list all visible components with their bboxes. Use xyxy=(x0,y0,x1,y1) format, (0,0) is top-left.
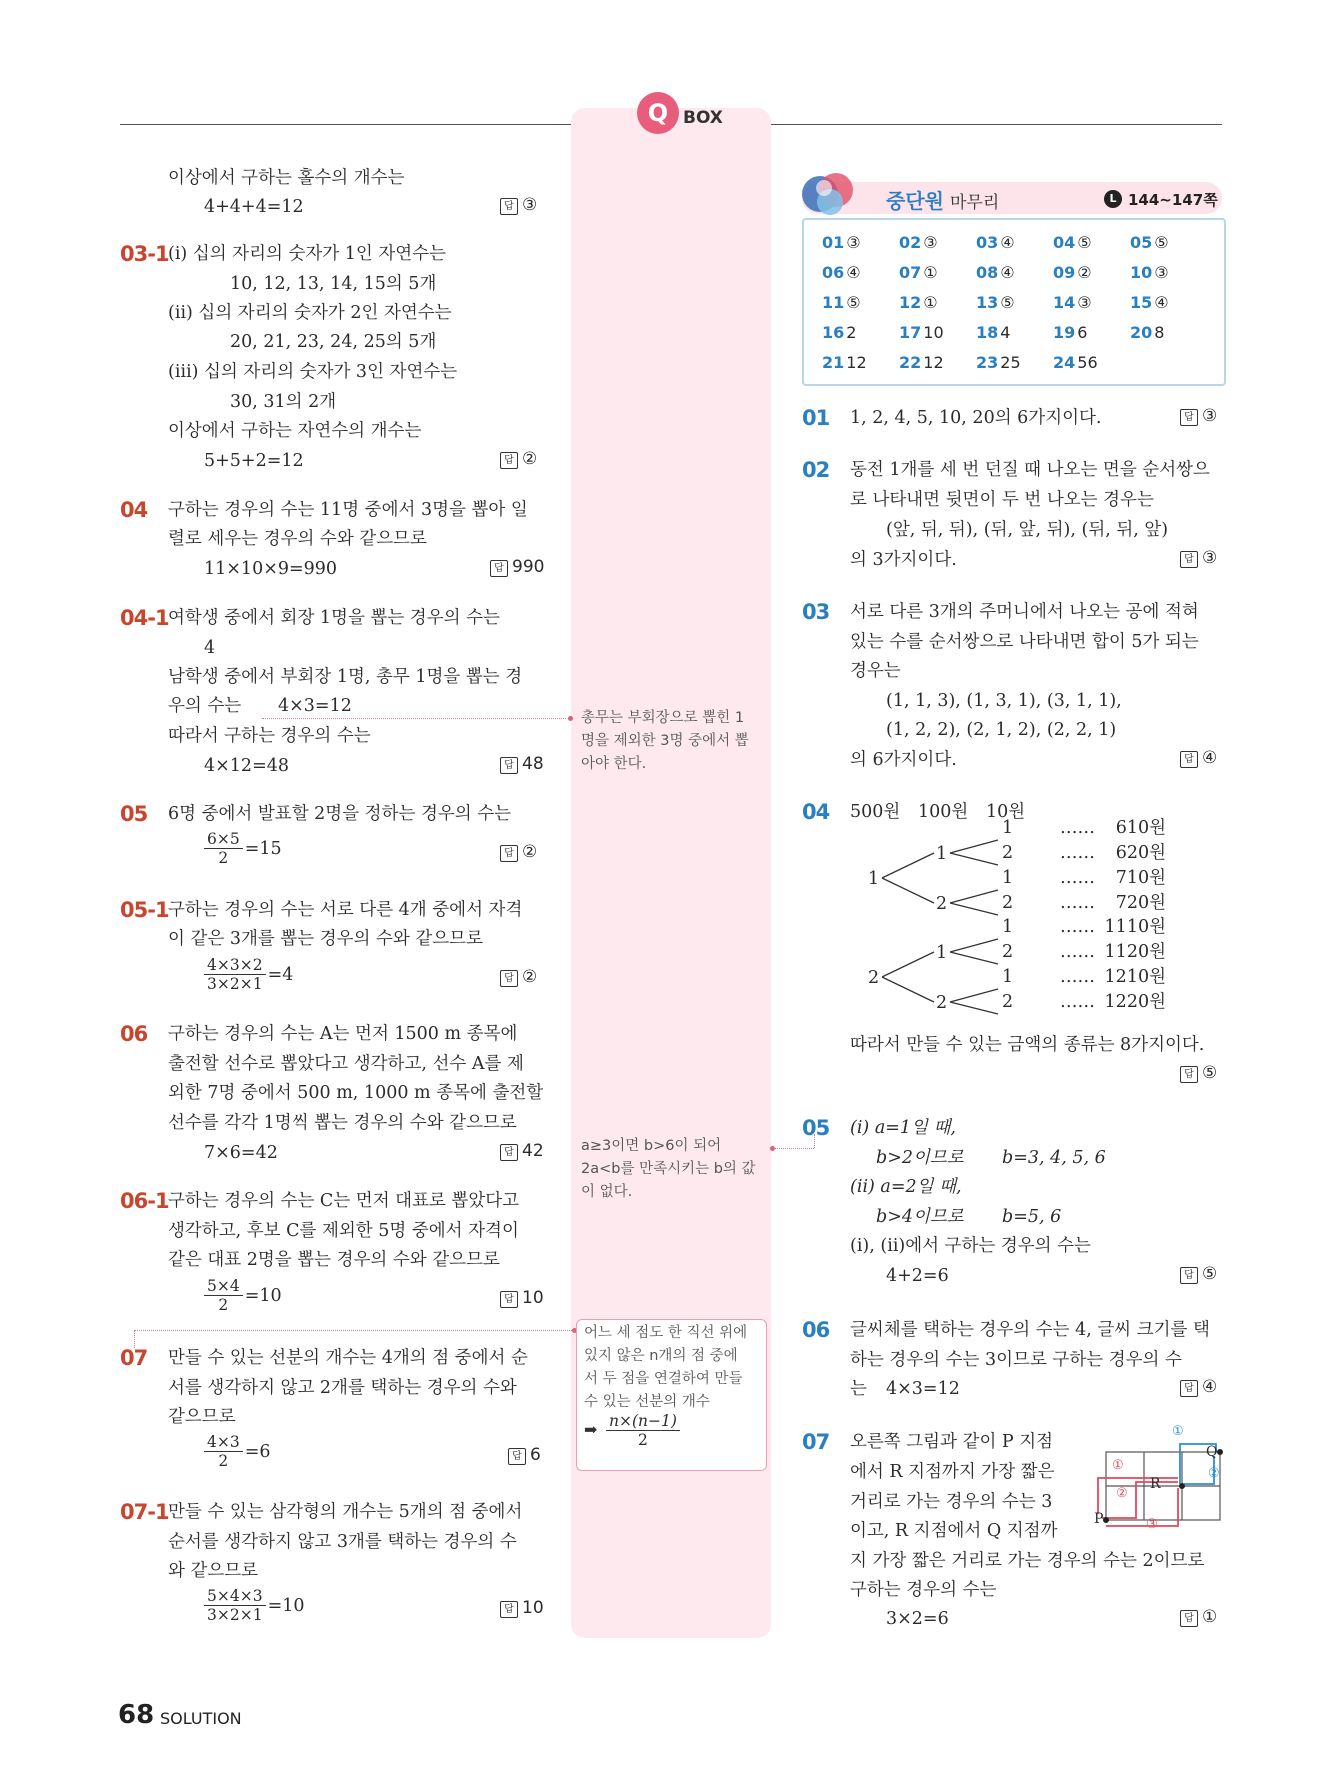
math-line: b=3, 4, 5, 6 xyxy=(1002,1148,1106,1168)
problem-number: 07 xyxy=(802,1430,830,1454)
math-line: 4 xyxy=(204,638,216,658)
answer-grid-item: 23 25 xyxy=(976,353,1021,372)
answer-grid-item: 02 ③ xyxy=(899,233,938,252)
tree-header-100: 100원 xyxy=(918,802,969,822)
text-line: 구하는 경우의 수는 11명 중에서 3명을 뽑아 일 xyxy=(168,500,528,520)
text-line: 10, 12, 13, 14, 15의 5개 xyxy=(230,274,437,294)
fraction: $\frac{5\times 4}{2}$ =10 xyxy=(204,1277,282,1314)
tree-node: 2 xyxy=(936,894,948,914)
top-rule-left xyxy=(120,124,572,125)
tree-value: 710원 xyxy=(1115,868,1166,888)
tree-dots: …… xyxy=(1060,967,1095,987)
text-line: b>4이므로 xyxy=(876,1207,964,1227)
answer-icon: 답 xyxy=(1180,1267,1198,1284)
text-line: 서를 생각하지 않고 2개를 택하는 경우의 수와 xyxy=(168,1378,517,1398)
answer-grid-item: 06 ④ xyxy=(822,263,861,282)
leader-line xyxy=(134,1330,135,1348)
answer-grid-item: 14 ③ xyxy=(1053,293,1092,312)
problem-number: 07-1 xyxy=(120,1500,169,1524)
answer-icon: 답 xyxy=(1180,409,1198,426)
math-line: 4+2=6 xyxy=(886,1266,949,1286)
problem-number: 07 xyxy=(120,1346,148,1370)
text-line: 구하는 경우의 수는 xyxy=(850,1580,997,1600)
header-logo-icon xyxy=(800,168,862,220)
note-3: 어느 세 점도 한 직선 위에 있지 않은 n개의 점 중에 서 두 점을 연결하여 만들 수 있는 선분의 개수 xyxy=(584,1325,748,1410)
text-line: 외한 7명 중에서 500 m, 1000 m 종목에 출전할 xyxy=(168,1083,544,1103)
path-label: ② xyxy=(1116,1486,1128,1501)
answer-grid-item: 07 ① xyxy=(899,263,938,282)
math-line: 5+5+2=12 xyxy=(204,451,304,471)
tree-leaf: 1 xyxy=(1002,967,1014,987)
text-line: 만들 수 있는 선분의 개수는 4개의 점 중에서 순 xyxy=(168,1348,528,1368)
tree-node: 1 xyxy=(868,869,880,889)
tree-leaf: 2 xyxy=(1002,992,1014,1012)
answer-grid-item: 09 ② xyxy=(1053,263,1092,282)
page-number: 68 xyxy=(118,1700,155,1730)
text-line: (ⅱ) 십의 자리의 숫자가 2인 자연수는 xyxy=(168,303,452,323)
text-line: 같으므로 xyxy=(168,1407,236,1427)
text-line: 에서 R 지점까지 가장 짧은 xyxy=(850,1462,1055,1482)
text-line: 하는 경우의 수는 3이므로 구하는 경우의 수 xyxy=(850,1350,1182,1370)
tree-dots: …… xyxy=(1060,893,1095,913)
top-rule-right xyxy=(770,124,1222,125)
answer-grid-item: 08 ④ xyxy=(976,263,1015,282)
tree-dots: …… xyxy=(1060,868,1095,888)
answer-grid-item: 03 ④ xyxy=(976,233,1015,252)
answer-mark: 답 ④ xyxy=(1180,1377,1217,1397)
problem-number: 06-1 xyxy=(120,1189,169,1213)
tree-dots: …… xyxy=(1060,992,1095,1012)
answer-icon: 답 xyxy=(500,757,518,774)
text-line: 만들 수 있는 삼각형의 개수는 5개의 점 중에서 xyxy=(168,1502,523,1522)
answer-icon: 답 xyxy=(500,452,518,469)
tree-dots: …… xyxy=(1060,843,1095,863)
answer-grid-item: 05 ⑤ xyxy=(1130,233,1169,252)
text-line: (ⅰ) a=1일 때, xyxy=(850,1118,956,1138)
problem-number: 06 xyxy=(120,1022,148,1046)
math-line: 7×6=42 xyxy=(204,1143,278,1163)
text-line: 동전 1개를 세 번 던질 때 나오는 면을 순서쌍으 xyxy=(850,460,1210,480)
text-line: 의 3가지이다. xyxy=(850,550,957,570)
answer-icon: 답 xyxy=(500,1144,518,1161)
text-line: 있는 수를 순서쌍으로 나타내면 합이 5가 되는 xyxy=(850,632,1199,652)
math-line: 3×2=6 xyxy=(886,1609,949,1629)
tree-header-500: 500원 xyxy=(850,802,901,822)
answer-grid-item: 13 ⑤ xyxy=(976,293,1015,312)
text-line: 렬로 세우는 경우의 수와 같으므로 xyxy=(168,529,427,549)
text-line: 서로 다른 3개의 주머니에서 나오는 공에 적혀 xyxy=(850,602,1199,622)
tree-value: 1220원 xyxy=(1104,992,1166,1012)
answer-mark: 답 ② xyxy=(500,449,537,469)
answer-mark: 답 ⑤ xyxy=(1180,1063,1217,1083)
fraction: $\frac{6\times 5}{2}$ =15 xyxy=(204,830,282,867)
text-line: 따라서 구하는 경우의 수는 xyxy=(168,726,371,746)
text-line: 구하는 경우의 수는 C는 먼저 대표로 뽑았다고 xyxy=(168,1191,520,1211)
tree-value: 620원 xyxy=(1115,843,1166,863)
tree-header-10: 10원 xyxy=(986,802,1026,822)
answer-icon: 답 xyxy=(490,560,508,577)
answer-mark: 답 ⑤ xyxy=(1180,1264,1217,1284)
arrow-icon: ➡ xyxy=(584,1420,598,1439)
answer-grid-item: 24 56 xyxy=(1053,353,1098,372)
answer-icon: 답 xyxy=(1180,751,1198,768)
tree-value: 1210원 xyxy=(1104,967,1166,987)
problem-number: 06 xyxy=(802,1318,830,1342)
problem-number: 02 xyxy=(802,458,830,482)
text-line: 구하는 경우의 수는 서로 다른 4개 중에서 자격 xyxy=(168,900,523,920)
section-subtitle: 마무리 xyxy=(950,193,1000,213)
problem-number: 05-1 xyxy=(120,898,169,922)
text-line: 로 나타내면 뒷면이 두 번 나오는 경우는 xyxy=(850,490,1154,510)
text-line: 남학생 중에서 부회장 1명, 총무 1명을 뽑는 경 xyxy=(168,667,523,687)
fraction: $\frac{5\times 4\times 3}{3\times 2\times 1}$ =10 xyxy=(204,1587,305,1624)
text-line: 구하는 경우의 수는 A는 먼저 1500 m 종목에 xyxy=(168,1024,518,1044)
problem-number: 01 xyxy=(802,406,830,430)
answer-icon: 답 xyxy=(1180,1610,1198,1627)
path-label: ③ xyxy=(1146,1517,1158,1532)
answer-grid-item: 17 10 xyxy=(899,323,944,342)
tree-value: 720원 xyxy=(1115,893,1166,913)
text-line: 경우는 xyxy=(850,661,901,681)
fraction: $\frac{4\times 3}{2}$ =6 xyxy=(204,1433,271,1470)
answer-icon: 답 xyxy=(500,1601,518,1618)
tree-node: 1 xyxy=(936,844,948,864)
note-1: 총무는 부회장으로 뽑힌 1 명을 제외한 3명 중에서 뽑 아야 한다. xyxy=(581,710,749,772)
answer-grid-item: 15 ④ xyxy=(1130,293,1169,312)
problem-number: 05 xyxy=(802,1116,830,1140)
math-line: 11×10×9=990 xyxy=(204,559,338,579)
note-2: a≥3이면 b>6이 되어 2a<b를 만족시키는 b의 값 이 없다. xyxy=(581,1138,756,1200)
math-line: 4×12=48 xyxy=(204,756,289,776)
tree-leaf: 2 xyxy=(1002,893,1014,913)
answer-grid-item: 01 ③ xyxy=(822,233,861,252)
text-line: 글씨체를 택하는 경우의 수는 4, 글씨 크기를 택 xyxy=(850,1320,1210,1340)
tree-value: 1110원 xyxy=(1104,917,1166,937)
tree-value: 1120원 xyxy=(1104,942,1166,962)
answer-mark: 답 10 xyxy=(500,1288,544,1308)
text-line: 따라서 만들 수 있는 금액의 종류는 8가지이다. xyxy=(850,1035,1205,1055)
leader-dot xyxy=(568,716,573,721)
answer-icon: 답 xyxy=(500,1291,518,1308)
answer-mark: 답 ② xyxy=(500,967,537,987)
answer-mark: 답 ④ xyxy=(1180,748,1217,768)
math-line: 4+4+4=12 xyxy=(204,197,304,217)
problem-number: 03 xyxy=(802,600,830,624)
path-label: ① xyxy=(1112,1458,1124,1473)
text-line: 이상에서 구하는 자연수의 개수는 xyxy=(168,421,422,441)
footer-label: SOLUTION xyxy=(160,1709,242,1728)
answer-mark: 답 ② xyxy=(500,842,537,862)
leader-line xyxy=(262,718,566,719)
text-line: 거리로 가는 경우의 수는 3 xyxy=(850,1492,1053,1512)
text-line: 이 같은 3개를 뽑는 경우의 수와 같으므로 xyxy=(168,929,483,949)
answer-icon: 답 xyxy=(1180,1380,1198,1397)
tree-dots: …… xyxy=(1060,818,1095,838)
path-label: ② xyxy=(1208,1466,1220,1481)
answer-grid-item: 19 6 xyxy=(1053,323,1088,342)
text-line: (1, 1, 3), (1, 3, 1), (3, 1, 1), xyxy=(886,691,1122,711)
text-line: 같은 대표 2명을 뽑는 경우의 수와 같으므로 xyxy=(168,1250,500,1270)
tree-leaf: 2 xyxy=(1002,942,1014,962)
answer-mark: 답 ③ xyxy=(1180,548,1217,568)
text-line: (ⅰ), (ⅱ)에서 구하는 경우의 수는 xyxy=(850,1236,1091,1256)
tree-leaf: 2 xyxy=(1002,843,1014,863)
tree-leaf: 1 xyxy=(1002,917,1014,937)
math-line: b=5, 6 xyxy=(1002,1207,1062,1227)
problem-number: 04 xyxy=(120,498,148,522)
page-ref: 144~147쪽 xyxy=(1128,191,1218,209)
answer-grid-item: 04 ⑤ xyxy=(1053,233,1092,252)
text-line: (ⅲ) 십의 자리의 숫자가 3인 자연수는 xyxy=(168,362,458,382)
answer-grid-item: 18 4 xyxy=(976,323,1011,342)
text-line: 6명 중에서 발표할 2명을 정하는 경우의 수는 xyxy=(168,804,512,824)
tree-node: 2 xyxy=(936,993,948,1013)
problem-number: 03-1 xyxy=(120,242,169,266)
answer-mark: 답 10 xyxy=(500,1598,544,1618)
answer-icon: 답 xyxy=(1180,1066,1198,1083)
text-line: 순서를 생각하지 않고 3개를 택하는 경우의 수 xyxy=(168,1532,517,1552)
answer-mark: 답 48 xyxy=(500,754,544,774)
answer-icon: 답 xyxy=(500,970,518,987)
answer-icon: 답 xyxy=(1180,551,1198,568)
answer-mark: 답 6 xyxy=(508,1445,541,1465)
answer-mark: 답 ③ xyxy=(1180,406,1217,426)
text-line: 우의 수는 xyxy=(168,696,242,716)
text-line: b>2이므로 xyxy=(876,1148,964,1168)
text-line: (ⅰ) 십의 자리의 숫자가 1인 자연수는 xyxy=(168,244,446,264)
text-line: 20, 21, 23, 24, 25의 5개 xyxy=(230,332,437,352)
answer-grid-item: 21 12 xyxy=(822,353,867,372)
answer-grid-item: 10 ③ xyxy=(1130,263,1169,282)
leader-line xyxy=(774,1148,814,1149)
answer-grid-item: 11 ⑤ xyxy=(822,293,861,312)
text-line: 여학생 중에서 회장 1명을 뽑는 경우의 수는 xyxy=(168,608,500,628)
tree-diagram xyxy=(860,822,1010,1022)
tree-node: 2 xyxy=(868,968,880,988)
math-line: 4×3=12 xyxy=(278,696,352,716)
problem-number: 04-1 xyxy=(120,606,169,630)
qbox-badge: Q xyxy=(637,92,679,134)
answer-mark: 답 42 xyxy=(500,1141,544,1161)
answer-grid-item: 22 12 xyxy=(899,353,944,372)
text-line: 지 가장 짧은 거리로 가는 경우의 수는 2이므로 xyxy=(850,1551,1205,1571)
leader-line xyxy=(134,1330,574,1331)
path-label: ① xyxy=(1172,1424,1184,1439)
fraction: $\frac{4\times 3\times 2}{3\times 2\times 1}$ =4 xyxy=(204,956,293,993)
text-line: 생각하고, 후보 C를 제외한 5명 중에서 자격이 xyxy=(168,1221,519,1241)
tree-node: 1 xyxy=(936,943,948,963)
answer-grid-item: 12 ① xyxy=(899,293,938,312)
tree-value: 610원 xyxy=(1115,818,1166,838)
text-line: (앞, 뒤, 뒤), (뒤, 앞, 뒤), (뒤, 뒤, 앞) xyxy=(886,520,1169,540)
text-line: 와 같으므로 xyxy=(168,1561,259,1581)
answer-icon: 답 xyxy=(500,198,518,215)
note-3-fraction: n×(n−1) 2 xyxy=(606,1412,680,1449)
problem-number: 04 xyxy=(802,800,830,824)
tree-leaf: 1 xyxy=(1002,868,1014,888)
section-title: 중단원 xyxy=(886,189,944,213)
text-line: 의 6가지이다. xyxy=(850,750,957,770)
page-ref-icon: L xyxy=(1104,190,1122,208)
text-line: 는 xyxy=(850,1379,867,1399)
text-line: 1, 2, 4, 5, 10, 20의 6가지이다. xyxy=(850,408,1102,428)
answer-icon: 답 xyxy=(508,1448,526,1465)
point-p-label: P xyxy=(1094,1511,1104,1527)
text-line: 선수를 각각 1명씩 뽑는 경우의 수와 같으므로 xyxy=(168,1113,517,1133)
text-line: 오른쪽 그림과 같이 P 지점 xyxy=(850,1432,1054,1452)
text-line: 이고, R 지점에서 Q 지점까 xyxy=(850,1521,1058,1541)
answer-icon: 답 xyxy=(500,845,518,862)
tree-dots: …… xyxy=(1060,917,1095,937)
point-r-label: R xyxy=(1150,1476,1161,1492)
tree-leaf: 1 xyxy=(1002,818,1014,838)
math-line: 4×3=12 xyxy=(886,1379,960,1399)
text-line: 출전할 선수로 뽑았다고 생각하고, 선수 A를 제 xyxy=(168,1054,524,1074)
answer-mark: 답 ③ xyxy=(500,195,537,215)
text-line: 30, 31의 2개 xyxy=(230,392,337,412)
answer-mark: 답 ① xyxy=(1180,1607,1217,1627)
problem-number: 05 xyxy=(120,802,148,826)
answer-grid-item: 16 2 xyxy=(822,323,857,342)
text-line: (1, 2, 2), (2, 1, 2), (2, 2, 1) xyxy=(886,720,1117,740)
answer-grid-item: 20 8 xyxy=(1130,323,1165,342)
text-line: (ⅱ) a=2일 때, xyxy=(850,1177,962,1197)
qbox-label: BOX xyxy=(683,108,723,128)
point-q-label: Q xyxy=(1206,1444,1218,1460)
text-line: 이상에서 구하는 홀수의 개수는 xyxy=(168,168,405,188)
tree-dots: …… xyxy=(1060,942,1095,962)
answer-mark: 답 990 xyxy=(490,557,544,577)
